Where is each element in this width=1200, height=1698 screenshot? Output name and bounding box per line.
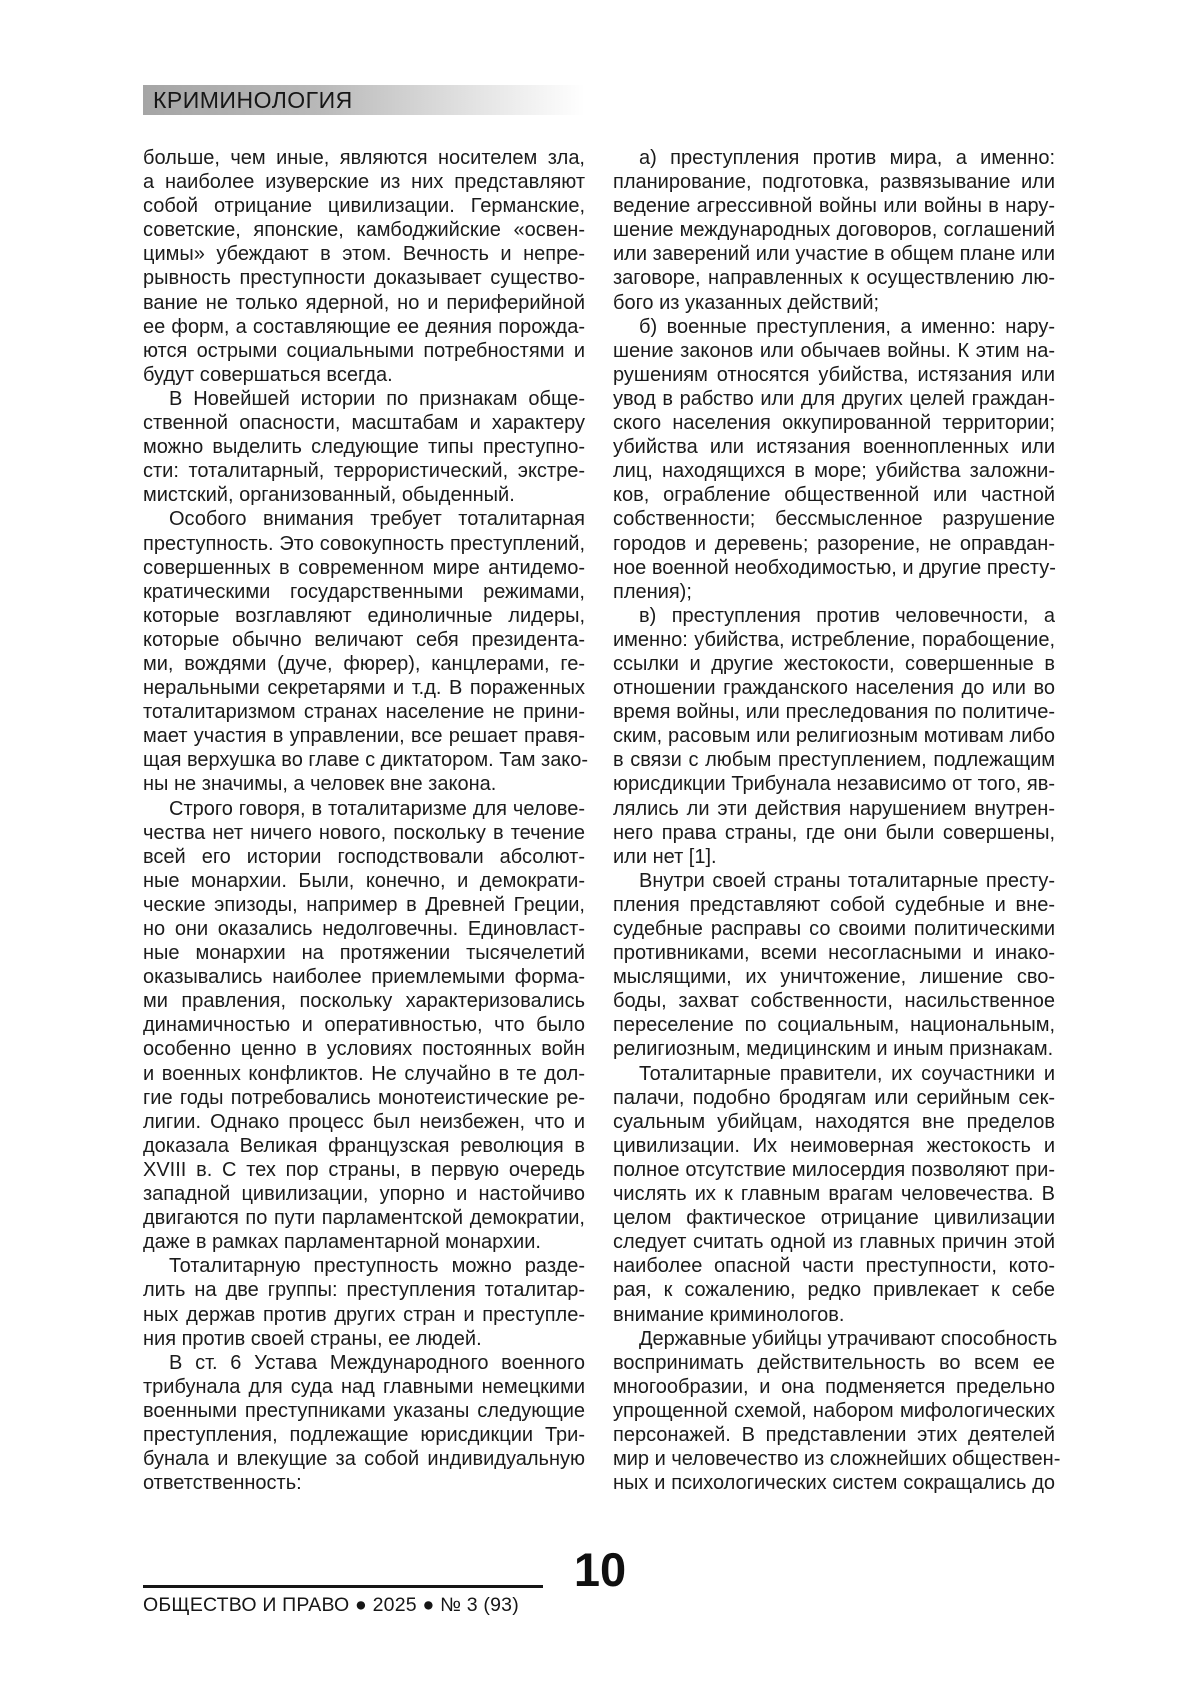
text-line: Тоталитарные правители, их соучастники и [639, 1062, 1055, 1085]
text-column-right [613, 146, 1061, 1495]
text-line: гие годы потребовались монотеистические ре- [143, 1086, 585, 1109]
text-line: западной цивилизации, упорно и настойчиво [143, 1183, 585, 1206]
text-line: рая, к сожалению, редко привлекает к себе [613, 1279, 1055, 1302]
text-column-left [143, 146, 589, 1495]
text-line: воспринимать действительность во всем ее [613, 1351, 1055, 1374]
text-line: но они оказались недолговечны. Единовласт- [143, 918, 585, 940]
text-line: щая верхушка во главе с диктатором. Там зако- [143, 749, 589, 772]
footer-rule [143, 1585, 543, 1588]
text-line: будут совершаться всегда. [143, 363, 393, 386]
text-line: XVIII в. С тех пор страны, в первую очередь [143, 1158, 585, 1181]
text-line: ются острыми социальными потребностями и [143, 339, 585, 362]
text-line: наиболее опасной части преступности, кото- [613, 1255, 1055, 1278]
text-line: судебные расправы со своими политическими [613, 918, 1055, 940]
text-line: Внутри своей страны тоталитарные престу- [639, 869, 1055, 892]
text-line: Особого внимания требует тоталитарная [169, 508, 585, 531]
text-line: можно выделить следующие типы преступно- [143, 436, 585, 459]
text-line: а наиболее изуверские из них представляют [143, 171, 585, 194]
text-line: двигаются по пути парламентской демократии, [143, 1207, 585, 1230]
text-line: ми правления, поскольку характеризовались [143, 990, 585, 1013]
text-line: числять их к главным врагам человечества. В [613, 1183, 1055, 1206]
text-line: цивилизации. Их неимоверная жестокость и [613, 1134, 1055, 1157]
journal-footer: ОБЩЕСТВО И ПРАВО ● 2025 ● № 3 (93) [143, 1594, 519, 1616]
text-line: внимание криминологов. [613, 1303, 845, 1326]
text-line: В Новейшей истории по признакам обще- [169, 387, 585, 410]
text-line: боды, захват собственности, насильственное [613, 990, 1055, 1013]
text-line: советские, японские, камбоджийские «освен- [143, 219, 585, 242]
text-line: рушениям относятся убийства, истязания или [613, 363, 1055, 386]
text-line: кратическими государственными режимами, [143, 580, 585, 603]
text-line: особенно ценно в условиях постоянных войн [143, 1038, 585, 1061]
text-line: сти: тоталитарный, террористический, экстре- [143, 460, 585, 483]
text-line: ственной опасности, масштабам и характеру [143, 412, 585, 435]
text-line: ческие эпизоды, например в Древней Греции, [143, 893, 585, 916]
text-line: мистский, организованный, обыденный. [143, 484, 515, 507]
section-header-bar [143, 85, 585, 115]
text-line: ков, ограбление общественной или частной [613, 484, 1055, 507]
text-line: палачи, подобно бродягам или серийным сек- [613, 1086, 1055, 1109]
text-line: упрощенной схемой, набором мифологических [613, 1399, 1055, 1422]
text-line: него права страны, где они были совершены, [613, 821, 1055, 844]
text-line: совершенных в современном мире антидемо- [143, 556, 585, 579]
text-line: противниками, всеми несогласными и инако- [613, 942, 1055, 965]
text-line: а) преступления против мира, а именно: [639, 147, 1055, 169]
text-line: ссылки и другие жестокости, совершенные в [613, 652, 1055, 675]
text-line: больше, чем иные, являются носителем зла, [143, 147, 585, 169]
text-line: ных держав против других стран и преступле- [143, 1303, 585, 1326]
text-line: следует считать одной из главных причин этой [613, 1231, 1055, 1254]
text-line: рывность преступности доказывает существо- [143, 267, 585, 290]
text-line: или заверений или участие в общем плане или [613, 243, 1055, 266]
text-line: которые обычно величают себя президента- [143, 628, 585, 651]
text-line: в связи с любым преступлением, подлежащим [613, 749, 1055, 772]
text-line: бунала и влекущие за собой индивидуальную [143, 1448, 585, 1471]
text-line: бого из указанных действий; [613, 291, 880, 314]
text-line: преступления, подлежащие юрисдикции Три- [143, 1423, 585, 1446]
text-line: ведение агрессивной войны или войны в нару- [613, 195, 1055, 218]
text-line: Тоталитарную преступность можно разде- [169, 1255, 585, 1278]
text-line: ее форм, а составляющие ее деяния порожда- [143, 315, 585, 338]
text-line: мыслящими, их уничтожение, лишение сво- [613, 966, 1055, 989]
text-line: юрисдикции Трибунала независимо от того, яв- [613, 773, 1055, 796]
text-line: мает участия в управлении, все решает правя- [143, 725, 585, 748]
text-line: городов и деревень; разорение, не оправдан- [613, 532, 1055, 555]
text-line: ные монархии. Были, конечно, и демократи- [143, 869, 585, 892]
text-line: мир и человечество из сложнейших обществен- [613, 1448, 1061, 1471]
text-line: которые возглавляют единоличные лидеры, [143, 604, 585, 627]
text-line: преступность. Это совокупность преступлений, [143, 532, 585, 555]
text-line: убийства или истязания военнопленных или [613, 436, 1055, 459]
text-line: ответственность: [143, 1472, 302, 1495]
text-line: увод в рабство или для других целей граждан- [613, 387, 1055, 410]
text-line: чества нет ничего нового, поскольку в течение [143, 821, 585, 844]
text-line: вание не только ядерной, но и периферийной [143, 291, 585, 314]
text-line: оказывались наиболее приемлемыми форма- [143, 966, 585, 989]
text-line: заговоре, направленных к осуществлению лю- [613, 267, 1055, 290]
text-line: планирование, подготовка, развязывание или [613, 171, 1055, 194]
text-line: суальным убийцам, находятся вне пределов [613, 1110, 1055, 1133]
text-line: и военных конфликтов. Не случайно в те дол- [143, 1062, 585, 1085]
text-line: неральными секретарями и т.д. В пораженных [143, 677, 585, 700]
section-title: КРИМИНОЛОГИЯ [153, 86, 353, 113]
text-line: в) преступления против человечности, а [639, 604, 1055, 627]
text-line: лиц, находящихся в море; убийства заложни- [613, 460, 1055, 483]
text-line: собой отрицание цивилизации. Германские, [143, 195, 585, 218]
text-line: собственности; бессмысленное разрушение [613, 508, 1055, 531]
text-line: лить на две группы: преступления тоталитар- [143, 1279, 585, 1302]
text-line: ных и психологических систем сокращались до [613, 1472, 1055, 1495]
page-number: 10 [573, 1543, 627, 1596]
text-line: ное военной необходимостью, и другие престу- [613, 556, 1056, 579]
text-line: время войны, или преследования по политиче- [613, 701, 1055, 724]
text-line: полное отсутствие милосердия позволяют при- [613, 1158, 1055, 1181]
text-line: динамичностью и оперативностью, что было [143, 1014, 585, 1037]
text-line: именно: убийства, истребление, порабощение, [613, 628, 1055, 651]
text-line: ны не значимы, а человек вне закона. [143, 773, 497, 796]
text-line: ского населения оккупированной территории; [613, 412, 1055, 435]
text-line: тоталитаризмом странах население не прини- [143, 701, 585, 724]
text-line: лялись ли эти действия нарушением внутрен- [613, 797, 1055, 820]
text-line: переселение по социальным, национальным, [613, 1014, 1055, 1037]
text-line: отношении гражданского населения до или во [613, 677, 1055, 700]
text-line: ми, вождями (дуче, фюрер), канцлерами, ге- [143, 652, 585, 675]
text-line: Строго говоря, в тоталитаризме для челове- [169, 797, 585, 820]
text-line: ским, расовым или религиозным мотивам либо [613, 725, 1055, 748]
text-line: ные монархии на протяжении тысячелетий [143, 942, 585, 965]
text-line: цимы» убеждают в этом. Вечность и непре- [143, 243, 585, 266]
text-line: В ст. 6 Устава Международного военного [169, 1351, 585, 1374]
text-line: шение законов или обычаев войны. К этим на- [613, 339, 1055, 362]
text-line: персонажей. В представлении этих деятелей [613, 1423, 1055, 1446]
text-line: пления представляют собой судебные и вне- [613, 893, 1055, 916]
text-line: или нет [1]. [613, 845, 717, 868]
text-line: шение международных договоров, соглашений [613, 219, 1055, 242]
text-line: религиозным, медицинским и иным признакам. [613, 1038, 1054, 1061]
text-line: б) военные преступления, а именно: нару- [639, 315, 1055, 338]
text-line: даже в рамках парламентарной монархии. [143, 1231, 541, 1254]
text-line: лигии. Однако процесс был неизбежен, что и [143, 1110, 585, 1133]
text-line: целом фактическое отрицание цивилизации [613, 1207, 1055, 1230]
text-line: Державные убийцы утрачивают способность [639, 1327, 1058, 1350]
text-line: военными преступниками указаны следующие [143, 1399, 585, 1422]
text-line: ния против своей страны, ее людей. [143, 1327, 482, 1350]
text-line: всей его истории господствовали абсолют- [143, 845, 585, 868]
text-line: доказала Великая французская революция в [143, 1134, 585, 1157]
text-line: пления); [613, 580, 692, 603]
text-line: многообразии, и она подменяется предельно [613, 1375, 1055, 1398]
text-line: трибунала для суда над главными немецкими [143, 1375, 585, 1398]
